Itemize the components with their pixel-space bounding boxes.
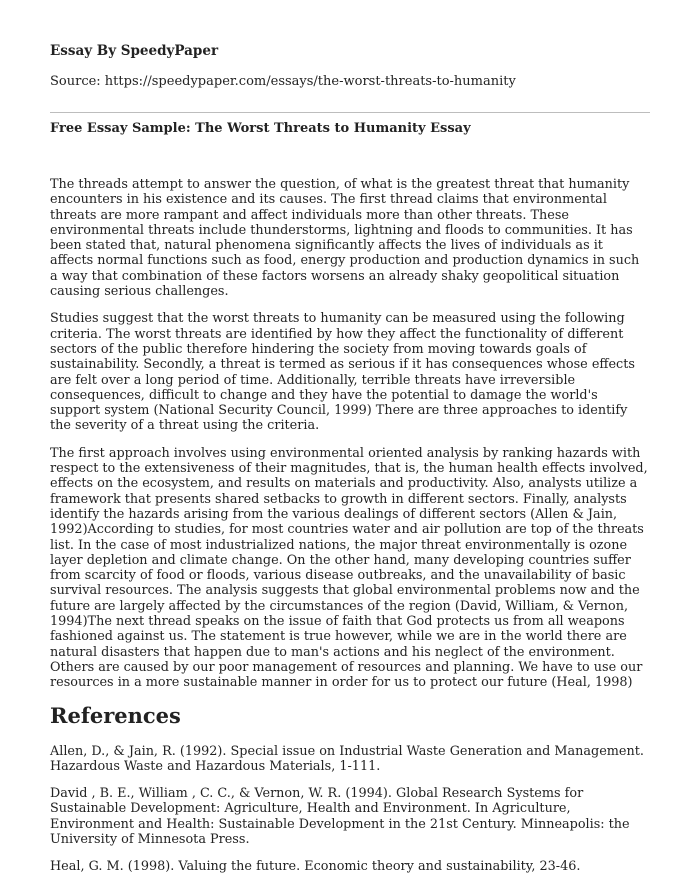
header-divider (50, 112, 650, 113)
references-heading: References (50, 702, 181, 728)
essay-body (50, 177, 650, 691)
references-list (50, 744, 650, 875)
essay-paragraph-3: The first approach involves using environmental oriented analysis by ranking hazards with respect to the extensiveness of their magnitudes, that is, the human health effects involved, effects on the ecosystem, and results on materials and productivity. Also, analysts utilize a framework that presents shared setbacks to growth in different sectors. Finally, analysts identify the hazards arising from the various dealings of different sectors (Allen & Jain, 1992)According to studies, for most countries water and air pollution are top of the threats list. In the case of most industrialized nations, the major threat environmentally is ozone layer depletion and climate change. On the other hand, many developing countries suffer from scarcity of food or floods, various disease outbreaks, and the unavailability of basic survival resources. The analysis suggests that global environmental problems now and the future are largely affected by the circumstances of the region (David, William, & Vernon, 1994)The next thread speaks on the issue of faith that God protects us from all weapons fashioned against us. The statement is true however, while we are in the world there are natural disasters that happen due to man's actions and his neglect of the environment. Others are caused by our poor management of resources and planning. We have to use our resources in a more sustainable manner in order for us to protect our future (Heal, 1998) (50, 445, 648, 691)
reference-item-3: Heal, G. M. (1998). Valuing the future. Economic theory and sustainability, 23-46. (50, 859, 581, 875)
source-line: Source: https://speedypaper.com/essays/the-worst-threats-to-humanity (50, 74, 516, 89)
essay-title: Free Essay Sample: The Worst Threats to Humanity Essay (50, 121, 471, 136)
reference-item-2: David , B. E., William , C. C., & Vernon, W. R. (1994). Global Research Systems for Sustainable Development: Agriculture, Health and Environment. In Agriculture, Environment and Health: Sustainable Development in the 21st Century. Minneapolis: the University of Minnesota Press. (50, 786, 630, 847)
reference-item-1: Allen, D., & Jain, R. (1992). Special issue on Industrial Waste Generation and Management. Hazardous Waste and Hazardous Materials, 1-111. (50, 743, 644, 774)
document-page (50, 42, 650, 887)
essay-paragraph-2: Studies suggest that the worst threats to humanity can be measured using the following criteria. The worst threats are identified by how they affect the functionality of different sectors of the public therefore hindering the society from moving towards goals of sustainability. Secondly, a threat is termed as serious if it has consequences whose effects are felt over a long period of time. Additionally, terrible threats have irreversible consequences, difficult to change and they have the potential to damage the world's support system (National Security Council, 1999) There are three approaches to identify the severity of a threat using the criteria. (50, 311, 635, 434)
brand-title: Essay By SpeedyPaper (50, 43, 219, 59)
essay-paragraph-1: The threads attempt to answer the question, of what is the greatest threat that humanity encounters in his existence and its causes. The first thread claims that environmental threats are more rampant and affect individuals more than other threats. These environmental threats include thunderstorms, lightning and floods to communities. It has been stated that, natural phenomena significantly affects the lives of individuals as it affects normal functions such as food, energy production and production dynamics in such a way that combination of these factors worsens an already shaky geopolitical situation causing serious challenges. (50, 177, 640, 300)
